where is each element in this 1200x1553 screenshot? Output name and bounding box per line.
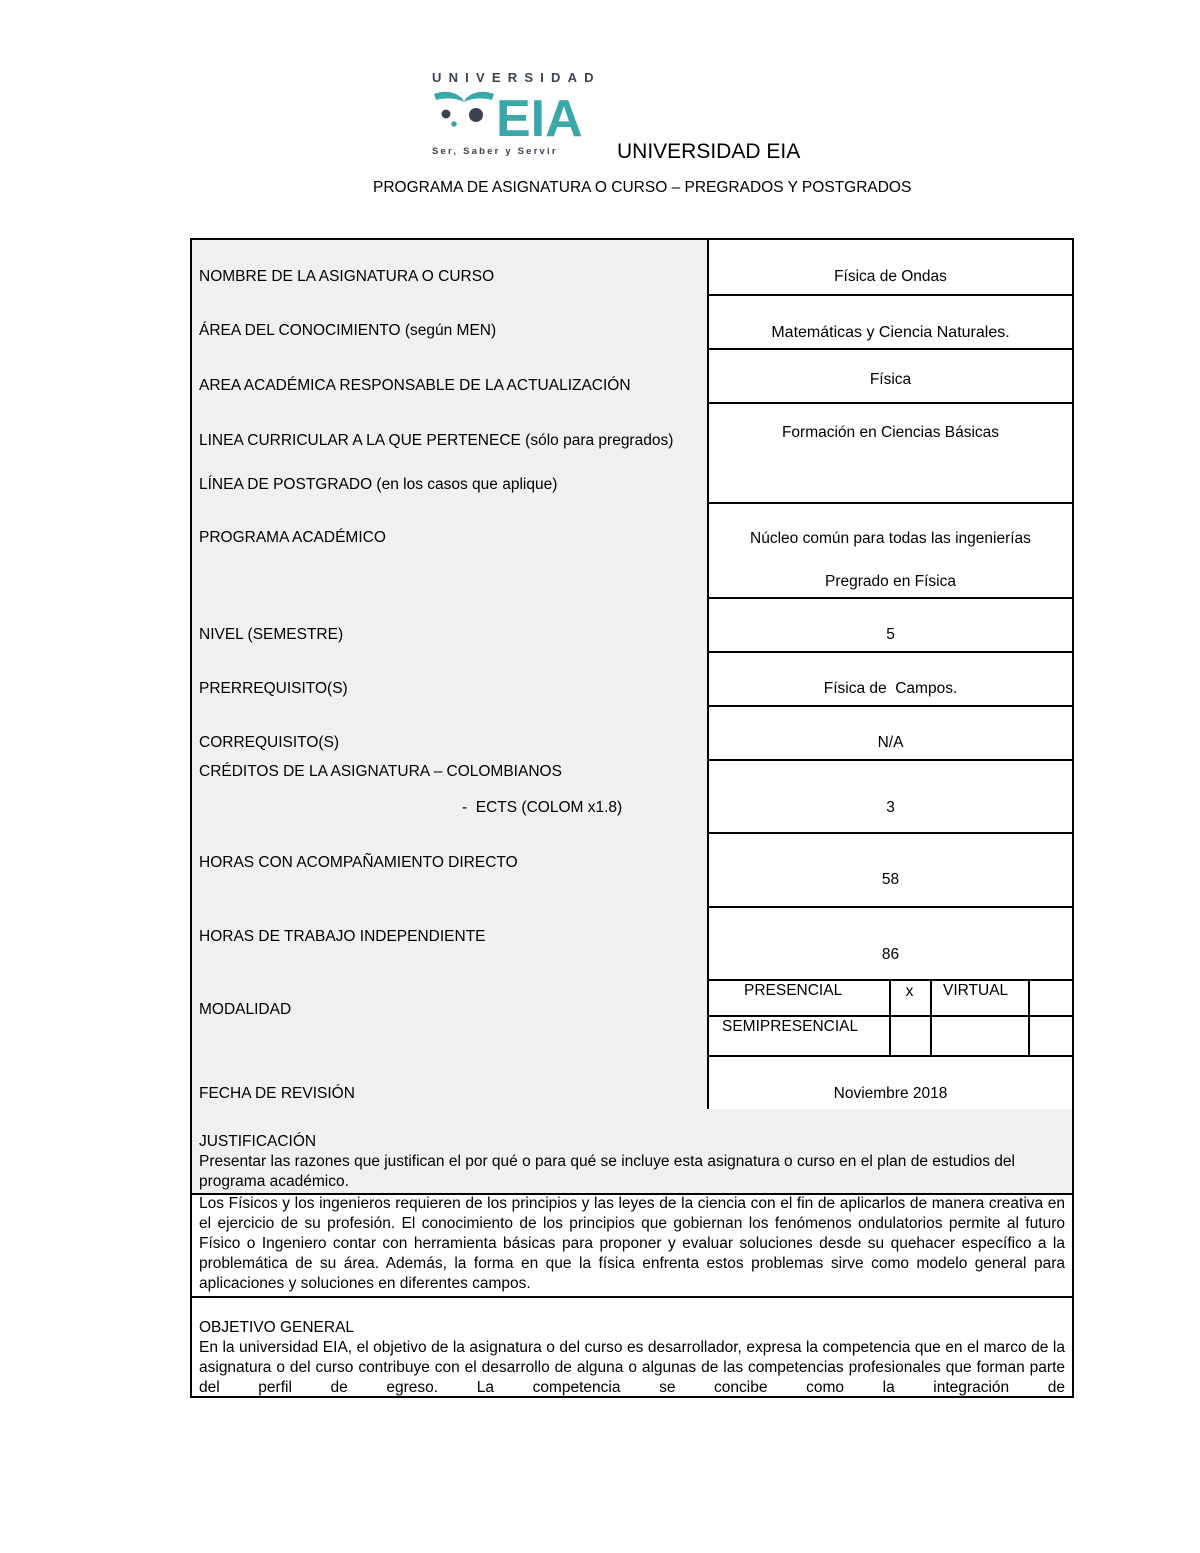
university-name: UNIVERSIDAD EIA — [617, 140, 801, 163]
value-horas-independiente: 86 — [881, 946, 900, 963]
justificacion-body-cell — [192, 1193, 1072, 1298]
document-subtitle: PROGRAMA DE ASIGNATURA O CURSO – PREGRADOS Y POSTGRADOS — [373, 179, 912, 196]
objetivo-body: En la universidad EIA, el objetivo de la asignatura o del curso es desarrollador, expresa la competencia que en el marco de la asignatura o del curso contribuye con el desarrollo de alguna o algunas de las competencias profesionales que forman parte del perfil de egreso. La competencia se concibe como la integración de — [199, 1339, 1065, 1396]
justificacion-body: Los Físicos y los ingenieros requieren de los principios y las leyes de la ciencia con el fin de aplicarlos de manera creativa en el ejercicio de su profesión. El conocimiento de los principios que gobiernan los fenómenos ondulatorios permite al futuro Físico o Ingeniero contar con herramienta básicas para proponer y evaluar soluciones desde su quehacer específico a la problemática de su área. Además, la forma en que la física enfrenta estos problemas sirve como modelo general para aplicaciones y soluciones en diferentes campos. — [199, 1195, 1065, 1292]
row-horas-independiente — [192, 906, 1072, 981]
label-prerrequisito: PRERREQUISITO(S) — [199, 680, 348, 697]
course-table — [190, 238, 1074, 1398]
label-area: ÁREA DEL CONOCIMIENTO (según MEN) — [199, 322, 497, 339]
section-justificacion — [192, 1109, 1072, 1195]
row-prerrequisito — [192, 651, 1072, 707]
value-creditos: 3 — [886, 799, 895, 816]
label-nivel: NIVEL (SEMESTRE) — [199, 626, 344, 643]
modalidad-presencial-mark: x — [889, 979, 932, 1017]
value-fecha: Noviembre 2018 — [833, 1085, 948, 1102]
row-area-academica — [192, 348, 1072, 404]
logo-tagline: Ser, Saber y Servir — [432, 146, 558, 157]
justificacion-instructions: Presentar las razones que justifican el por qué o para qué se incluye esta asignatura o curso en el plan de estudios del programa académico. — [199, 1153, 1015, 1190]
label-fecha: FECHA DE REVISIÓN — [199, 1085, 355, 1102]
label-creditos: CRÉDITOS DE LA ASIGNATURA – COLOMBIANOS — [199, 763, 562, 780]
row-correquisito — [192, 705, 1072, 761]
row-nombre — [192, 240, 1072, 296]
value-area-academica: Física — [869, 371, 912, 388]
logo-eia-text: EIA — [496, 90, 583, 146]
label-modalidad: MODALIDAD — [199, 1001, 292, 1018]
row-linea — [192, 402, 1072, 504]
section-objetivo — [192, 1296, 1072, 1396]
justificacion-title: JUSTIFICACIÓN — [199, 1133, 317, 1150]
modalidad-virtual-label: VIRTUAL — [930, 979, 1030, 1017]
label-correquisito: CORREQUISITO(S) — [199, 734, 340, 751]
label-programa: PROGRAMA ACADÉMICO — [199, 529, 386, 546]
value-horas-directo: 58 — [881, 871, 900, 888]
value-nombre: Física de Ondas — [834, 268, 947, 285]
modalidad-semipresencial-label: SEMIPRESENCIAL — [709, 1015, 891, 1055]
logo-mark — [432, 84, 592, 146]
label-ects: - ECTS (COLOM x1.8) — [462, 799, 623, 816]
label-postgrado: LÍNEA DE POSTGRADO (en los casos que aplique) — [199, 476, 558, 493]
label-nombre: NOMBRE DE LA ASIGNATURA O CURSO — [199, 268, 495, 285]
label-horas-independiente: HORAS DE TRABAJO INDEPENDIENTE — [199, 928, 486, 945]
row-modalidad — [192, 979, 1072, 1057]
label-linea: LINEA CURRICULAR A LA QUE PERTENECE (sólo para pregrados) — [199, 432, 674, 449]
label-horas-directo: HORAS CON ACOMPAÑAMIENTO DIRECTO — [199, 854, 518, 871]
row-area — [192, 294, 1072, 350]
modalidad-presencial-label: PRESENCIAL — [709, 979, 891, 1017]
value-prerrequisito: Física de Campos. — [823, 680, 958, 697]
objetivo-title: OBJETIVO GENERAL — [199, 1319, 355, 1336]
value-programa-2: Pregrado en Física — [825, 573, 956, 590]
row-nivel — [192, 597, 1072, 653]
label-area-academica: AREA ACADÉMICA RESPONSABLE DE LA ACTUALIZACIÓN — [199, 377, 631, 394]
row-horas-directo — [192, 832, 1072, 908]
row-creditos — [192, 759, 1072, 834]
row-fecha — [192, 1055, 1072, 1111]
row-programa — [192, 502, 1072, 599]
modalidad-semipresencial-mark — [889, 1015, 932, 1055]
value-programa-1: Núcleo común para todas las ingenierías — [750, 530, 1031, 547]
value-area: Matemáticas y Ciencia Naturales. — [771, 324, 1010, 341]
value-linea: Formación en Ciencias Básicas — [781, 424, 1000, 441]
value-nivel: 5 — [886, 626, 895, 643]
logo-word: UNIVERSIDAD — [432, 70, 601, 85]
value-correquisito: N/A — [877, 734, 904, 751]
modalidad-virtual-mark — [1028, 979, 1072, 1017]
modalidad-empty-cell — [930, 1015, 1030, 1055]
university-logo — [432, 70, 601, 162]
modalidad-grid — [709, 979, 1072, 1055]
